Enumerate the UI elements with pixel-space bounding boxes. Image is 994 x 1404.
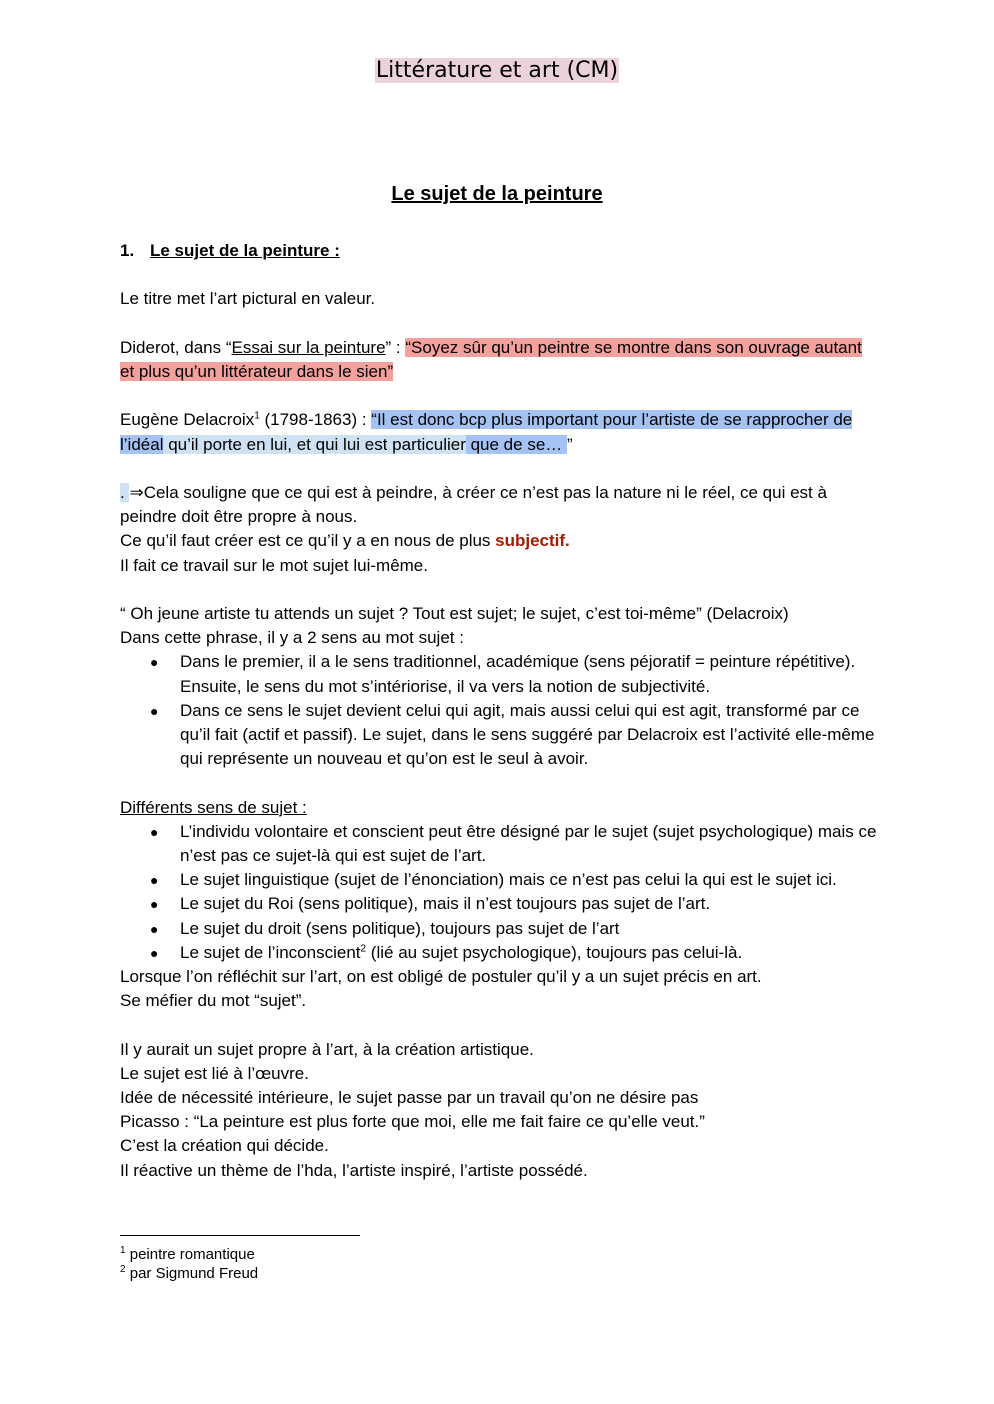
paragraph-conclusion-1: Lorsque l’on réfléchit sur l’art, on est obligé de postuler qu’il y a un sujet précis en art. <box>120 967 762 986</box>
paragraph-final-4: Picasso : “La peinture est plus forte que moi, elle me fait faire ce qu’elle veut.” <box>120 1112 705 1132</box>
paragraph-final-1: Il y aurait un sujet propre à l’art, à la création artistique. <box>120 1039 534 1059</box>
arrow-dot: . <box>120 482 130 502</box>
paragraph-final-6: Il réactive un thème de l’hda, l’artiste inspiré, l’artiste possédé. <box>120 1160 588 1180</box>
inconscient-post: (lié au sujet psychologique), toujours pas celui-là. <box>366 942 743 962</box>
document-title-text: Littérature et art (CM) <box>375 58 619 83</box>
subsection-heading <box>120 239 880 263</box>
paragraph-final-3: Idée de nécessité intérieure, le sujet passe par un travail qu’on ne désire pas <box>120 1088 699 1107</box>
list-item: ● Dans le premier, il a le sens traditionnel, académique (sens péjoratif = peinture répétitive). Ensuite, le sens du mot s’intériorise, il va vers la notion de subjectivité. <box>120 650 880 698</box>
delacroix-quote-b: qu’il porte en lui, et qui lui est <box>163 434 388 454</box>
paragraph-diderot <box>120 336 880 384</box>
footnote-1-number: 1 <box>120 1245 126 1256</box>
delacroix-dates: (1798-1863) : <box>259 410 372 430</box>
section-title: Le sujet de la peinture <box>391 183 603 205</box>
paragraph-travail: Il fait ce travail sur le mot sujet lui-même. <box>120 555 428 575</box>
paragraph-final-5: C’est la création qui décide. <box>120 1136 329 1156</box>
diderot-colon: ” : <box>385 337 406 357</box>
paragraph-quote-artiste: “ Oh jeune artiste tu attends un sujet ? Tout est sujet; le sujet, c’est toi-même” (Delacroix) <box>120 603 789 623</box>
list-item: ● Le sujet du Roi (sens politique), mais il n’est toujours pas sujet de l’art. <box>120 892 880 916</box>
paragraph-deux-sens: Dans cette phrase, il y a 2 sens au mot sujet : <box>120 628 464 648</box>
list-item: ● Le sujet du droit (sens politique), toujours pas sujet de l’art <box>120 917 880 941</box>
delacroix-name: Eugène Delacroix <box>120 410 255 430</box>
list-item: ● L’individu volontaire et conscient peut être désigné par le sujet (sujet psychologique) mais ce n’est pas ce sujet-là qui est sujet de l’art. <box>120 820 880 868</box>
paragraph-delacroix <box>120 408 880 456</box>
footnote-2-text: par Sigmund Freud <box>125 1265 259 1282</box>
paragraph-subjectif <box>120 529 880 553</box>
footnote-divider <box>120 1235 360 1236</box>
paragraph-titre: Le titre met l’art pictural en valeur. <box>120 289 376 309</box>
delacroix-quote-d: que de se… <box>465 434 567 454</box>
list-item: ● Le sujet linguistique (sujet de l’énonciation) mais ce n’est pas celui la qui est le sujet ici. <box>120 868 880 892</box>
delacroix-quote-a: “Il est donc bcp plus important pour l’artiste de se rapprocher de l’idéal <box>120 410 853 454</box>
subsection-title: Le sujet de la peinture : <box>150 241 340 260</box>
paragraph-final-2: Le sujet est lié à l’œuvre. <box>120 1063 309 1083</box>
subsection-number: 1. <box>120 241 135 260</box>
paragraph-conclusion-2: Se méfier du mot “sujet”. <box>120 991 307 1011</box>
sens-list <box>120 650 880 771</box>
inconscient-text: Le sujet de l’inconscient <box>180 942 361 962</box>
diderot-intro: Diderot, dans “ <box>120 337 232 357</box>
document-title <box>0 58 994 83</box>
footnote-ref-2[interactable]: 2 <box>360 943 367 955</box>
footnote-1-text: peintre romantique <box>125 1246 255 1263</box>
list-item: ● Dans ce sens le sujet devient celui qui agit, mais aussi celui qui est agit, transformé par ce qu’il fait (actif et passif). Le sujet, dans le sens suggéré par Delacroix est l’activité elle-même qui représente un nouveau et qu’on est le seul à avoir. <box>120 699 880 772</box>
differents-list <box>120 820 880 965</box>
document-body <box>120 239 880 1183</box>
diderot-quote: “Soyez sûr qu’un peintre se montre dans son ouvrage autant et plus qu’un littérateur dans le sien” <box>120 337 862 381</box>
footnote-2-number: 2 <box>120 1264 126 1275</box>
footnotes <box>120 1245 258 1283</box>
list-item <box>120 941 880 965</box>
footnote-2 <box>120 1264 258 1283</box>
subjectif-keyword: subjectif. <box>495 531 570 551</box>
subjectif-intro: Ce qu’il faut créer est ce qu’il y a en nous de plus <box>120 531 496 551</box>
book-title-link: Essai sur la peinture <box>231 337 386 357</box>
footnote-1 <box>120 1245 258 1264</box>
footnote-ref-1[interactable]: 1 <box>254 410 260 422</box>
arrow-text: ⇒Cela souligne que ce qui est à peindre, à créer ce n’est pas la nature ni le réel, ce qui est à peindre doit être propre à nous. <box>120 482 827 527</box>
delacroix-quote-c: particulier <box>387 434 466 454</box>
delacroix-quote-end: ” <box>567 434 573 454</box>
differents-heading: Différents sens de sujet : <box>120 797 307 817</box>
paragraph-arrow <box>120 481 880 529</box>
